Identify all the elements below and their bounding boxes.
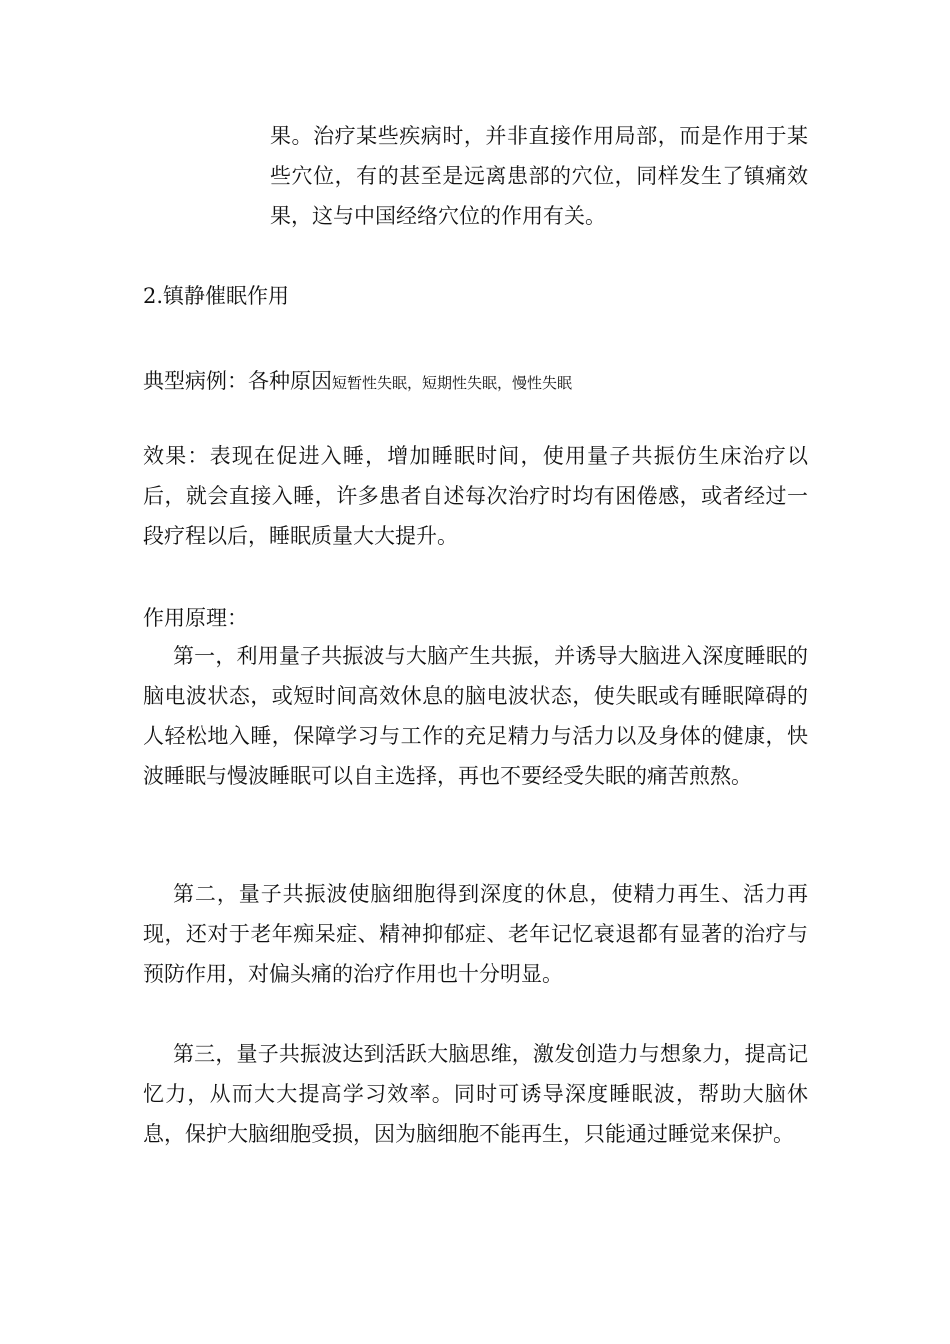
effect-paragraph: 效果：表现在促进入睡，增加睡眠时间，使用量子共振仿生床治疗以后，就会直接入睡，许多患者自述每次治疗时均有困倦感，或者经过一段疗程以后，睡眠质量大大提升。 bbox=[143, 444, 808, 548]
continuation-paragraph: 果。治疗某些疾病时，并非直接作用局部，而是作用于某些穴位，有的甚至是远离患部的穴位，同样发生了镇痛效果，这与中国经络穴位的作用有关。 bbox=[270, 124, 808, 228]
principle-paragraph-2: 第二，量子共振波使脑细胞得到深度的休息，使精力再生、活力再现，还对于老年痴呆症、精神抑郁症、老年记忆衰退都有显著的治疗与预防作用，对偏头痛的治疗作用也十分明显。 bbox=[143, 882, 808, 986]
principle-paragraph-1: 第一，利用量子共振波与大脑产生共振，并诱导大脑进入深度睡眠的脑电波状态，或短时间高效休息的脑电波状态，使失眠或有睡眠障碍的人轻松地入睡，保障学习与工作的充足精力与活力以及身体的健康，快波睡眠与慢波睡眠可以自主选择，再也不要经受失眠的痛苦煎熬。 bbox=[143, 644, 808, 788]
typical-case-label: 典型病例：各种原因 bbox=[143, 369, 332, 393]
typical-case-line bbox=[143, 361, 808, 403]
section-heading: 2.镇静催眠作用 bbox=[143, 284, 290, 308]
principle-heading: 作用原理： bbox=[143, 606, 248, 630]
principle-paragraph-3: 第三，量子共振波达到活跃大脑思维，激发创造力与想象力，提高记忆力，从而大大提高学习效率。同时可诱导深度睡眠波，帮助大脑休息，保护大脑细胞受损，因为脑细胞不能再生，只能通过睡觉来保护。 bbox=[143, 1042, 808, 1146]
typical-case-detail: 短暂性失眠，短期性失眠，慢性失眠 bbox=[332, 374, 573, 392]
